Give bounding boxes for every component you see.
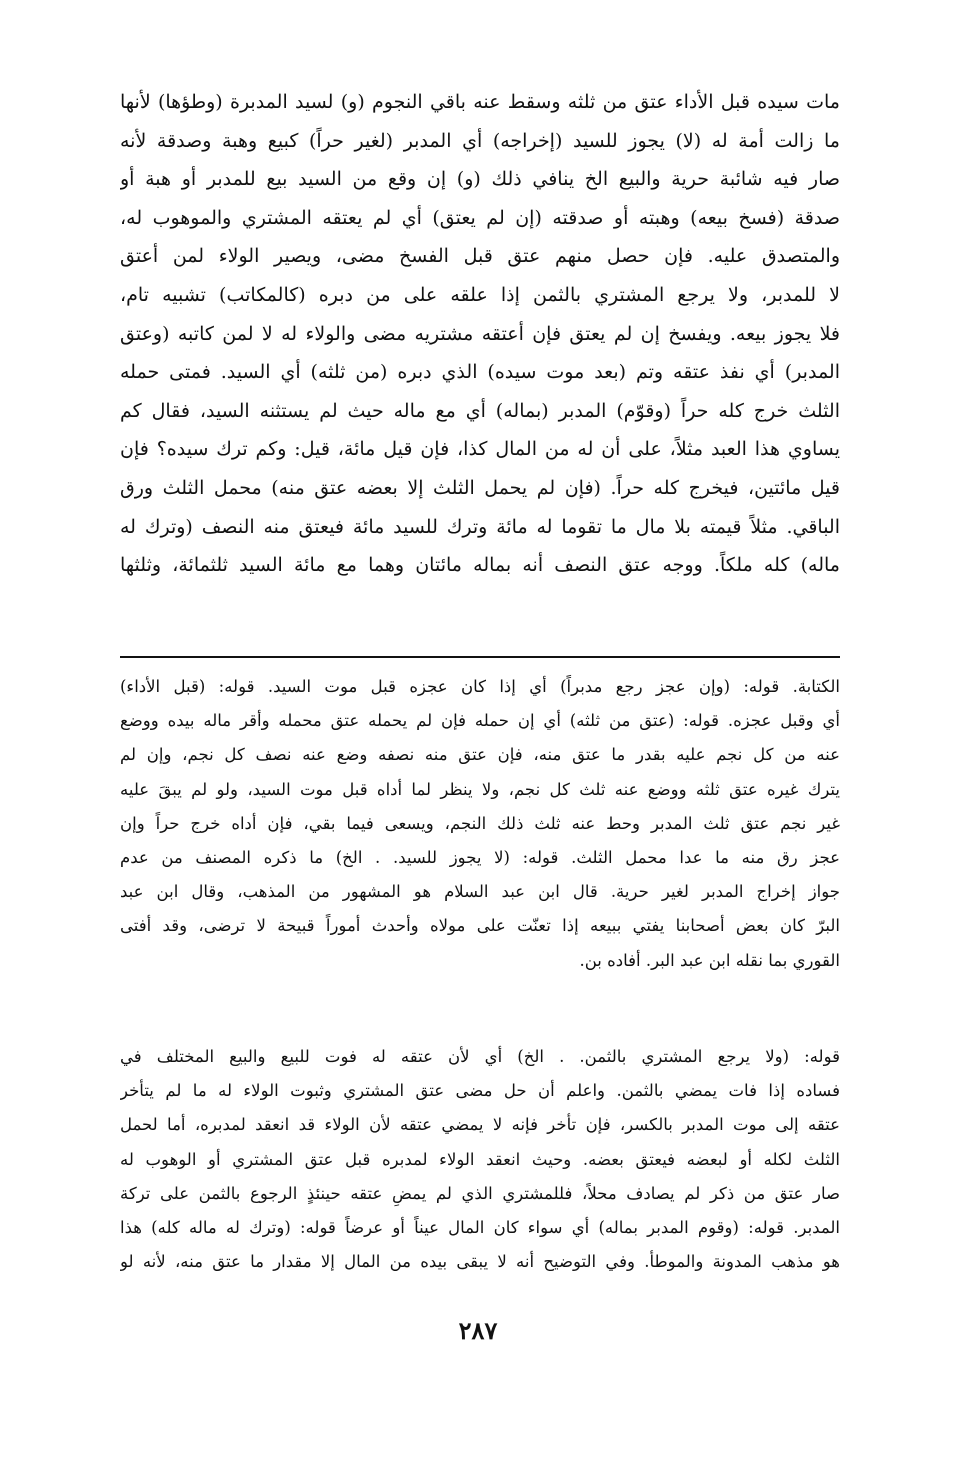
footnote-line: المدبر. قوله: (وقوم المدبر بماله) أي سواء كان المال عيناً أو عرضاً قوله: (وترك له ماله كله) هذا: [120, 1217, 840, 1237]
main-text-line: يساوي هذا العبد مثلاً، على أن له من المال كذا، فإن قيل مائة، قيل: وكم ترك سيده؟ فإن: [120, 438, 840, 461]
main-text-line: صار فيه شائبة حرية والبيع الخ ينافي ذلك (و) إن وقع من السيد بيع للمدبر أو هبة أو: [120, 168, 840, 191]
main-text-line: والمتصدق عليه. فإن حصل منهم عتق قبل الفسخ مضى، ويصير الولاء لمن أعتق: [120, 245, 840, 268]
footnote-divider: [120, 656, 840, 658]
footnote-line: الكتابة. قوله: (وإن عجز رجع مدبراً) أي إذا كان عجزه قبل موت السيد. قوله: (قبل الأداء): [120, 677, 840, 696]
footnote-line: هو مذهب المدونة والموطأ. وفي التوضيح أنه لا يبقى بيده من المال إلا مقدار ما عتق منه، لأنه لو: [120, 1252, 840, 1272]
footnote-line: صار عتق من ذكر لم يصادف محلاً، فللمشتري الذي لم يمضِ عتقه حينئذٍ الرجوع بالثمن على تركة: [120, 1183, 840, 1203]
main-text-line: ماله) كله ملكاً. ووجه عتق النصف أنه بماله مائتان وهما مع مائة السيد ثلثمائة، وثلثها: [120, 554, 840, 577]
page-number: ٢٨٧: [458, 1316, 498, 1345]
footnote-line: غير نجم عتق ثلث المدبر وحط عنه ثلث ذلك النجم، ويسعى فيما بقي، فإن أداه خرج حراً وإن: [120, 813, 840, 833]
main-text: [120, 83, 840, 585]
main-text-line: الباقي. مثلاً قيمته بلا مال ما تقوما له مائة وترك للسيد مائة فيعتق منه النصف (وترك له: [120, 515, 840, 538]
main-text-line: المدبر) أي نفذ عتقه وتم (بعد موت سيده) الذي دبره (من ثلثه) أي السيد. فمتى حمله: [120, 361, 840, 384]
footnote-line: البرّ كان بعض أصحابنا يفتي ببيعه إذا تعنّت على مولاه وأحدث أموراً قبيحة لا ترضى، وقد أفتى: [120, 916, 840, 936]
footnote-line: عتقه إلى موت المدبر بالكسر، فإن تأخر فإنه لا يمضي عتقه لأن الولاء قد انعقد لمدبره، أما لحمل: [120, 1115, 840, 1135]
main-text-line: مات سيده قبل الأداء عتق من ثلثه وسقط عنه باقي النجوم (و) لسيد المدبرة (وطؤها) لأنها: [120, 91, 840, 113]
footnote-line: عنه من كل نجم عليه بقدر ما عتق منه، فإن عتق منه نصفه وضع عنه نصف كل نجم، وإن لم: [120, 745, 840, 765]
main-text-line: ما زالت أمة له (لا) يجوز للسيد (إخراجه) أي المدبر (لغير حراً) كبيع وهبة وصدقة لأنه: [120, 129, 840, 152]
main-text-line: قيل مائتين، فيخرج كله حراً. (فإن لم يحمل الثلث إلا بعضه عتق منه) محمل الثلث ورق: [120, 476, 840, 499]
footnote-2: [120, 1040, 840, 1279]
footnote-line: جواز إخراج المدبر لغير حرية. قال ابن عبد السلام هو المشهور من المذهب، وقال ابن عبد: [120, 882, 840, 902]
footnote-line: الثلث لكله أو لبعضه فيعتق بعضه. وحيث انعقد الولاء لمدبره قبل عتق المشتري أو الوهوب له: [120, 1149, 840, 1169]
footnote-line: أي وقبل عجزه. قوله: (عتق من ثلثه) أي إن حمله فإن لم يحمله عتق محمله وأقر ماله بيده ووضع: [120, 711, 840, 731]
main-text-line: لا للمدبر، ولا يرجع المشتري بالثمن إذا علقه على من دبره (كالمكاتب) تشبيه تام،: [120, 283, 840, 306]
main-text-line: فلا يجوز بيعه. ويفسخ إن لم يعتق فإن أعتقه مشتريه مضى والولاء له لا لمن كاتبه (وعتق: [120, 322, 840, 345]
footnote-line: يترك غيره عتق ثلثه ووضع عنه ثلث كل نجم، ولا ينظر لما أداه قبل موت السيد، ولو لم يبقَ عليه: [120, 779, 840, 799]
footnote-line: قوله: (ولا يرجع المشتري بالثمن. . الخ) أي لأن عتقه له فوت للبيع والبيع المختلف في: [120, 1047, 840, 1066]
footnote-1: [120, 670, 840, 978]
footnote-line: فساده إذا فات يمضي بالثمن. واعلم أن حل مضى عتق المشتري وثبوت الولاء له ما لم يتأخر: [120, 1081, 840, 1101]
main-text-line: الثلث خرج كله حراً (وقوّم) المدبر (بماله) أي مع ماله حيث لم يستثنه السيد، فقال كم: [120, 399, 840, 422]
footnote-line: عجز رق منه ما عدا محمل الثلث. قوله: (لا يجوز للسيد. . الخ) ما ذكره المصنف من عدم: [120, 847, 840, 867]
footnote-line: القوري بما نقله ابن عبد البر. أفاده بن.: [579, 950, 840, 970]
main-text-line: صدقة (فسخ بيعه) وهبته أو صدقته (إن لم يعتق) أي لم يعتقه المشتري والموهوب له،: [120, 206, 840, 229]
